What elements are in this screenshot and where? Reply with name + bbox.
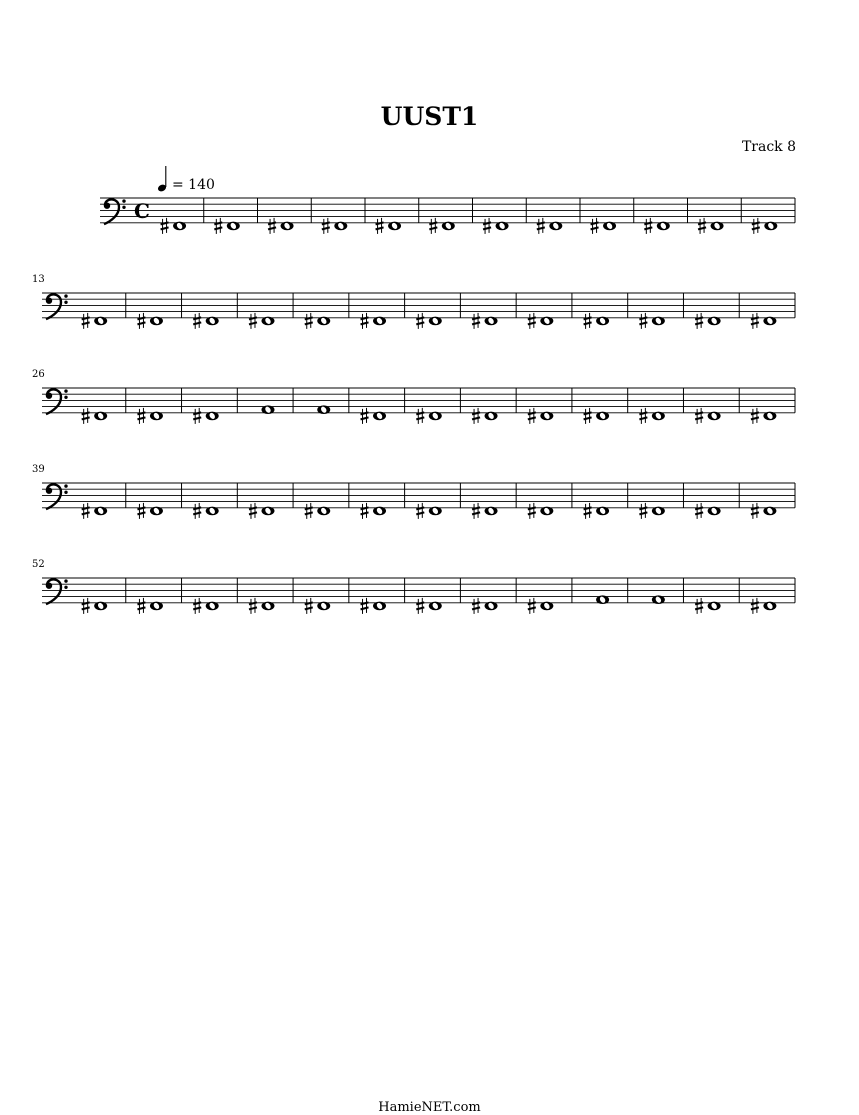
bass-clef-icon	[46, 579, 68, 604]
sharp-icon	[584, 313, 592, 329]
whole-note	[94, 317, 107, 326]
sharp-icon	[137, 503, 145, 519]
whole-note	[708, 317, 721, 326]
whole-note	[711, 222, 724, 231]
measure-number: 13	[32, 274, 45, 285]
sharp-icon	[249, 598, 257, 614]
bass-clef-icon	[46, 389, 68, 414]
sharp-icon	[82, 503, 90, 519]
whole-note	[652, 595, 665, 604]
sharp-icon	[751, 503, 759, 519]
sharp-icon	[416, 598, 424, 614]
sharp-icon	[82, 408, 90, 424]
tempo-marking: = 140	[172, 177, 215, 193]
sharp-icon	[639, 408, 647, 424]
sharp-icon	[639, 503, 647, 519]
whole-note	[373, 507, 386, 516]
whole-note	[657, 222, 670, 231]
instrument-name: Track 8	[741, 139, 796, 155]
whole-note	[94, 602, 107, 611]
sharp-icon	[528, 408, 536, 424]
sharp-icon	[193, 503, 201, 519]
sharp-icon	[472, 598, 480, 614]
whole-note	[206, 412, 219, 421]
measure-number: 52	[32, 559, 45, 570]
whole-note	[150, 412, 163, 421]
sharp-icon	[528, 313, 536, 329]
whole-note	[206, 317, 219, 326]
whole-note	[94, 412, 107, 421]
whole-note	[549, 222, 562, 231]
whole-note	[429, 602, 442, 611]
sharp-icon	[695, 313, 703, 329]
sharp-icon	[752, 218, 760, 234]
sharp-icon	[695, 598, 703, 614]
whole-note	[373, 412, 386, 421]
whole-note	[540, 412, 553, 421]
sharp-icon	[305, 313, 313, 329]
whole-note	[261, 507, 274, 516]
whole-note	[173, 222, 186, 231]
sharp-icon	[376, 218, 384, 234]
whole-note	[429, 507, 442, 516]
whole-note	[227, 222, 240, 231]
sharp-icon	[472, 313, 480, 329]
whole-note	[317, 405, 330, 414]
sharp-icon	[322, 218, 330, 234]
whole-note	[763, 317, 776, 326]
sharp-icon	[249, 313, 257, 329]
sharp-icon	[751, 598, 759, 614]
whole-note	[485, 317, 498, 326]
sharp-icon	[528, 503, 536, 519]
footer-credit: HamieNET.com	[378, 1100, 481, 1115]
whole-note	[652, 412, 665, 421]
whole-note	[708, 602, 721, 611]
whole-note	[540, 507, 553, 516]
score-title: UUST1	[380, 102, 479, 131]
whole-note	[261, 602, 274, 611]
whole-note	[261, 317, 274, 326]
sharp-icon	[305, 598, 313, 614]
sharp-icon	[695, 408, 703, 424]
sharp-icon	[137, 313, 145, 329]
whole-note	[317, 602, 330, 611]
whole-note	[317, 507, 330, 516]
sharp-icon	[305, 503, 313, 519]
sharp-icon	[416, 313, 424, 329]
whole-note	[429, 412, 442, 421]
whole-note	[442, 222, 455, 231]
sharp-icon	[416, 408, 424, 424]
whole-note	[317, 317, 330, 326]
sharp-icon	[429, 218, 437, 234]
whole-note	[281, 222, 294, 231]
sharp-icon	[591, 218, 599, 234]
sharp-icon	[695, 503, 703, 519]
sharp-icon	[584, 408, 592, 424]
whole-note	[206, 602, 219, 611]
whole-note	[763, 602, 776, 611]
whole-note	[485, 412, 498, 421]
sharp-icon	[528, 598, 536, 614]
whole-note	[373, 317, 386, 326]
bass-clef-icon	[104, 199, 126, 224]
sharp-icon	[249, 503, 257, 519]
whole-note	[596, 412, 609, 421]
sharp-icon	[137, 408, 145, 424]
whole-note	[708, 412, 721, 421]
sharp-icon	[416, 503, 424, 519]
whole-note	[596, 507, 609, 516]
sharp-icon	[193, 408, 201, 424]
whole-note	[763, 507, 776, 516]
sharp-icon	[483, 218, 491, 234]
whole-note	[652, 317, 665, 326]
whole-note	[261, 405, 274, 414]
bass-clef-icon	[46, 484, 68, 509]
whole-note	[596, 317, 609, 326]
sharp-icon	[193, 598, 201, 614]
sharp-icon	[193, 313, 201, 329]
sharp-icon	[361, 503, 369, 519]
sharp-icon	[698, 218, 706, 234]
sharp-icon	[82, 313, 90, 329]
sharp-icon	[644, 218, 652, 234]
whole-note	[603, 222, 616, 231]
sharp-icon	[472, 408, 480, 424]
measure-number: 26	[32, 369, 45, 380]
whole-note	[764, 222, 777, 231]
whole-note	[150, 507, 163, 516]
whole-note	[373, 602, 386, 611]
sharp-icon	[268, 218, 276, 234]
sharp-icon	[751, 313, 759, 329]
whole-note	[708, 507, 721, 516]
sharp-icon	[361, 598, 369, 614]
measure-number: 39	[32, 464, 45, 475]
sharp-icon	[82, 598, 90, 614]
whole-note	[540, 317, 553, 326]
whole-note	[596, 595, 609, 604]
sharp-icon	[161, 218, 169, 234]
whole-note	[150, 317, 163, 326]
sharp-icon	[361, 408, 369, 424]
whole-note	[388, 222, 401, 231]
time-signature: C	[134, 199, 150, 224]
whole-note	[429, 317, 442, 326]
bass-clef-icon	[46, 294, 68, 319]
sharp-icon	[214, 218, 222, 234]
whole-note	[652, 507, 665, 516]
sharp-icon	[137, 598, 145, 614]
whole-note	[540, 602, 553, 611]
sharp-icon	[751, 408, 759, 424]
whole-note	[94, 507, 107, 516]
whole-note	[763, 412, 776, 421]
sharp-icon	[537, 218, 545, 234]
whole-note	[150, 602, 163, 611]
sharp-icon	[639, 313, 647, 329]
whole-note	[334, 222, 347, 231]
sharp-icon	[584, 503, 592, 519]
whole-note	[485, 507, 498, 516]
whole-note	[485, 602, 498, 611]
whole-note	[206, 507, 219, 516]
whole-note	[496, 222, 509, 231]
sharp-icon	[472, 503, 480, 519]
sharp-icon	[361, 313, 369, 329]
